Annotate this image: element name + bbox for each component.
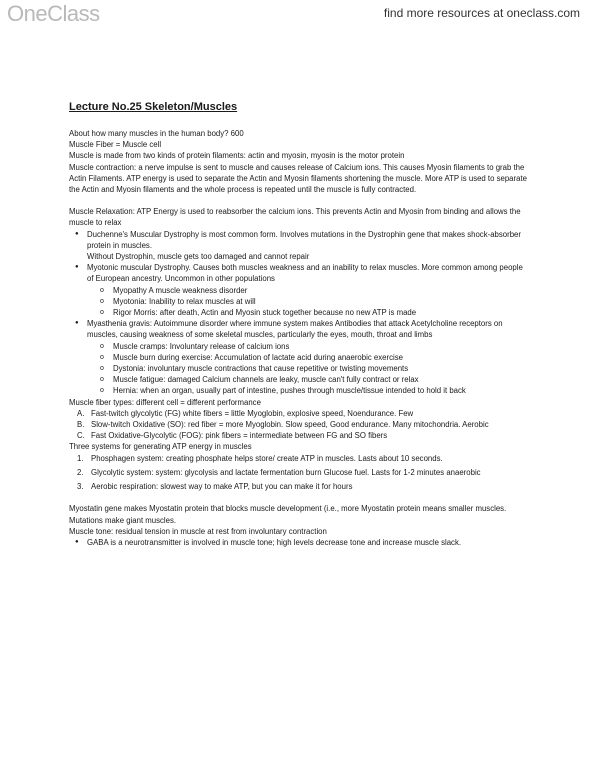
list-item	[77, 419, 531, 430]
list-marker: 2.	[77, 467, 84, 477]
list-item-text: Fast-twitch glycolytic (FG) white fibers = little Myoglobin, explosive speed, Noendurance. Few	[91, 408, 414, 418]
oneclass-logo[interactable]	[7, 3, 100, 25]
logo-text: OneClass	[7, 1, 100, 26]
list-item-text: Slow-twitch Oxidative (SO): red fiber = more Myoglobin. Slow speed, Good endurance. Many mitochondria. Aerobic	[91, 420, 489, 430]
atp-heading: Three systems for generating ATP energy in muscles	[69, 442, 252, 452]
list-marker: B.	[77, 420, 85, 430]
intro-line: Muscle is made from two kinds of protein filaments: actin and myosin, myosin is the motor protein	[69, 151, 405, 161]
list-item-text: Phosphagen system: creating phosphate helps store/ create ATP in muscles. Lasts about 10 seconds.	[91, 453, 443, 463]
list-item	[87, 318, 531, 396]
atp-systems-list	[69, 453, 531, 493]
tone-list	[69, 537, 531, 548]
list-item	[77, 481, 531, 492]
list-item	[77, 430, 531, 441]
page-header	[0, 0, 595, 28]
disorder-list	[69, 229, 531, 397]
sub-list-item: o Muscle cramps: Involuntary release of calcium ions	[113, 341, 531, 352]
document-body	[69, 100, 531, 548]
relaxation-paragraph: Muscle Relaxation: ATP Energy is used to reabsorber the calcium ions. This prevents Actin and Myosin from binding and allows the muscle to relax	[69, 207, 521, 228]
intro-paragraph: Muscle contraction: a nerve impulse is sent to muscle and causes release of Calcium ions. This causes Myosin filaments to grab the Actin Filaments. ATP energy is used to separate the Actin and Myosin filaments shortening the muscle. More ATP is used to separate the Actin and Myosin filaments and the whole process is repeated until the muscle is fully contracted.	[69, 162, 527, 195]
fiber-types-list	[69, 408, 531, 442]
myostatin-paragraph: Myostatin gene makes Myostatin protein that blocks muscle development (i.e., more Myostatin protein means smaller muscles. Mutations make giant muscles.	[69, 504, 507, 525]
list-item	[87, 229, 531, 263]
sub-list-item: o Muscle burn during exercise: Accumulation of lactate acid during anaerobic exercise	[113, 352, 531, 363]
list-marker: A.	[77, 408, 85, 418]
sub-list-item: o Rigor Morris: after death, Actin and Myosin stuck together because no new ATP is made	[113, 307, 531, 318]
sub-list	[87, 341, 531, 397]
fiber-types-heading: Muscle fiber types: different cell = different performance	[69, 397, 261, 407]
list-item-text: Aerobic respiration: slowest way to make ATP, but you can make it for hours	[91, 482, 353, 492]
sub-list-item: o Muscle fatigue: damaged Calcium channels are leaky, muscle can't fully contract or relax	[113, 374, 531, 385]
list-item-text: Myotonic muscular Dystrophy. Causes both muscles weakness and an inability to relax muscles. More common among people of European ancestry. Uncommon in other populations	[87, 263, 523, 284]
list-marker: 1.	[77, 453, 84, 463]
list-item-text: Glycolytic system: system: glycolysis and lactate fermentation burn Glucose fuel. Lasts for 1-2 minutes anaerobic	[91, 467, 481, 477]
list-item-text: Fast Oxidative-Glycolytic (FOG): pink fibers = intermediate between FG and SO fibers	[91, 431, 388, 441]
list-marker: C.	[77, 431, 85, 441]
list-item	[77, 408, 531, 419]
intro-line: About how many muscles in the human body? 600	[69, 129, 244, 138]
list-item-text: Duchenne's Muscular Dystrophy is most common form. Involves mutations in the Dystrophin gene that makes shock-absorber protein in muscles.	[87, 229, 521, 250]
lecture-title: Lecture No.25 Skeleton/Muscles	[69, 101, 238, 113]
list-item	[77, 453, 531, 464]
list-item: ● GABA is a neurotransmitter is involved in muscle tone; high levels decrease tone and increase muscle slack.	[87, 537, 531, 548]
find-more-resources-link[interactable]: find more resources at oneclass.com	[383, 6, 580, 20]
list-item-continuation: Without Dystrophin, muscle gets too damaged and cannot repair	[87, 252, 310, 262]
sub-list-item: o Dystonia: involuntary muscle contractions that cause repetitive or twisting movements	[113, 363, 531, 374]
sub-list	[87, 285, 531, 319]
list-item-text: Myasthenia gravis: Autoimmune disorder where immune system makes Antibodies that attack Acetylcholine receptors on muscles, causing weakness of some skeletal muscles, particularly the eyes, mouth, throat and limbs	[87, 319, 503, 340]
sub-list-item: o Myotonia: Inability to relax muscles at will	[113, 296, 531, 307]
intro-line: Muscle Fiber = Muscle cell	[69, 140, 162, 150]
muscle-tone-line: Muscle tone: residual tension in muscle at rest from involuntary contraction	[69, 526, 327, 536]
sub-list-item: o Myopathy A muscle weakness disorder	[113, 285, 531, 296]
list-item	[87, 262, 531, 318]
sub-list-item: o Hernia: when an organ, usually part of intestine, pushes through muscle/tissue intended to hold it back	[113, 385, 531, 396]
list-item	[77, 467, 531, 478]
list-marker: 3.	[77, 482, 84, 492]
